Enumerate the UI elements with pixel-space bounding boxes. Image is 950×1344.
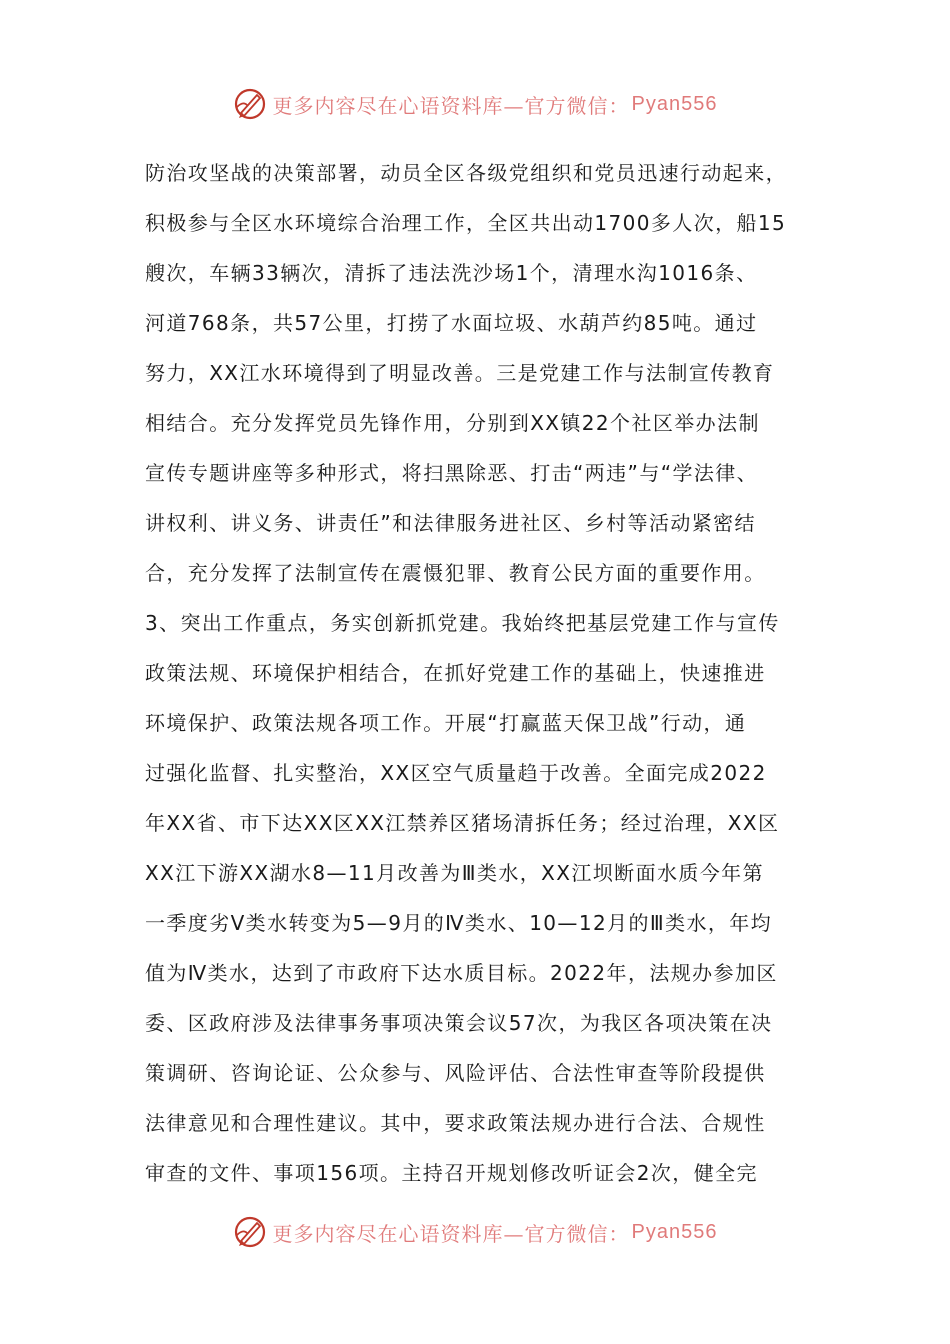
text-line: 年XX省、市下达XX区XX江禁养区猪场清拆任务；经过治理，XX区: [145, 811, 780, 835]
text-line: 政策法规、环境保护相结合，在抓好党建工作的基础上，快速推进: [145, 661, 766, 685]
text-line: 讲权利、讲义务、讲责任”和法律服务进社区、乡村等活动紧密结: [145, 511, 756, 535]
pen-logo-icon: [233, 87, 267, 121]
header-watermark-banner: [0, 84, 950, 124]
text-line: 宣传专题讲座等多种形式，将扫黑除恶、打击“两违”与“学法律、: [145, 461, 759, 485]
header-banner-wechat-id: Pyan556: [631, 92, 718, 115]
text-line: 相结合。充分发挥党员先锋作用，分别到XX镇22个社区举办法制: [145, 411, 760, 435]
text-line: 法律意见和合理性建议。其中，要求政策法规办进行合法、合规性: [145, 1111, 766, 1135]
text-line: 一季度劣Ⅴ类水转变为5—9月的Ⅳ类水、10—12月的Ⅲ类水，年均: [145, 911, 773, 935]
text-line: 积极参与全区水环境综合治理工作，全区共出动1700多人次，船15: [145, 211, 787, 235]
text-line: 审查的文件、事项156项。主持召开规划修改听证会2次，健全完: [145, 1161, 758, 1185]
text-line: 值为Ⅳ类水，达到了市政府下达水质目标。2022年，法规办参加区: [145, 961, 778, 985]
header-banner-text: 更多内容尽在心语资料库—官方微信：: [272, 93, 630, 118]
text-line: 策调研、咨询论证、公众参与、风险评估、合法性审查等阶段提供: [145, 1061, 766, 1085]
footer-banner-wechat-id: Pyan556: [631, 1220, 718, 1243]
text-line: 环境保护、政策法规各项工作。开展“打赢蓝天保卫战”行动，通: [145, 711, 747, 735]
text-line: 3、突出工作重点，务实创新抓党建。我始终把基层党建工作与宣传: [145, 611, 780, 635]
text-line: 河道768条，共57公里，打捞了水面垃圾、水葫芦约85吨。通过: [145, 311, 758, 335]
text-line: 艘次，车辆33辆次，清拆了违法洗沙场1个，清理水沟1016条、: [145, 261, 758, 285]
pen-logo-icon: [233, 1215, 267, 1249]
text-line: 防治攻坚战的决策部署，动员全区各级党组织和党员迅速行动起来，: [145, 161, 787, 185]
footer-banner-text: 更多内容尽在心语资料库—官方微信：: [272, 1221, 630, 1246]
text-line: XX江下游XX湖水8—11月改善为Ⅲ类水，XX江坝断面水质今年第: [145, 861, 764, 885]
text-line: 努力，XX江水环境得到了明显改善。三是党建工作与法制宣传教育: [145, 361, 775, 385]
text-line: 过强化监督、扎实整治，XX区空气质量趋于改善。全面完成2022: [145, 761, 767, 785]
document-body: [145, 148, 825, 1198]
text-line: 委、区政府涉及法律事务事项决策会议57次，为我区各项决策在决: [145, 1011, 773, 1035]
footer-watermark-banner: [0, 1212, 950, 1252]
text-line: 合，充分发挥了法制宣传在震慑犯罪、教育公民方面的重要作用。: [145, 561, 766, 585]
